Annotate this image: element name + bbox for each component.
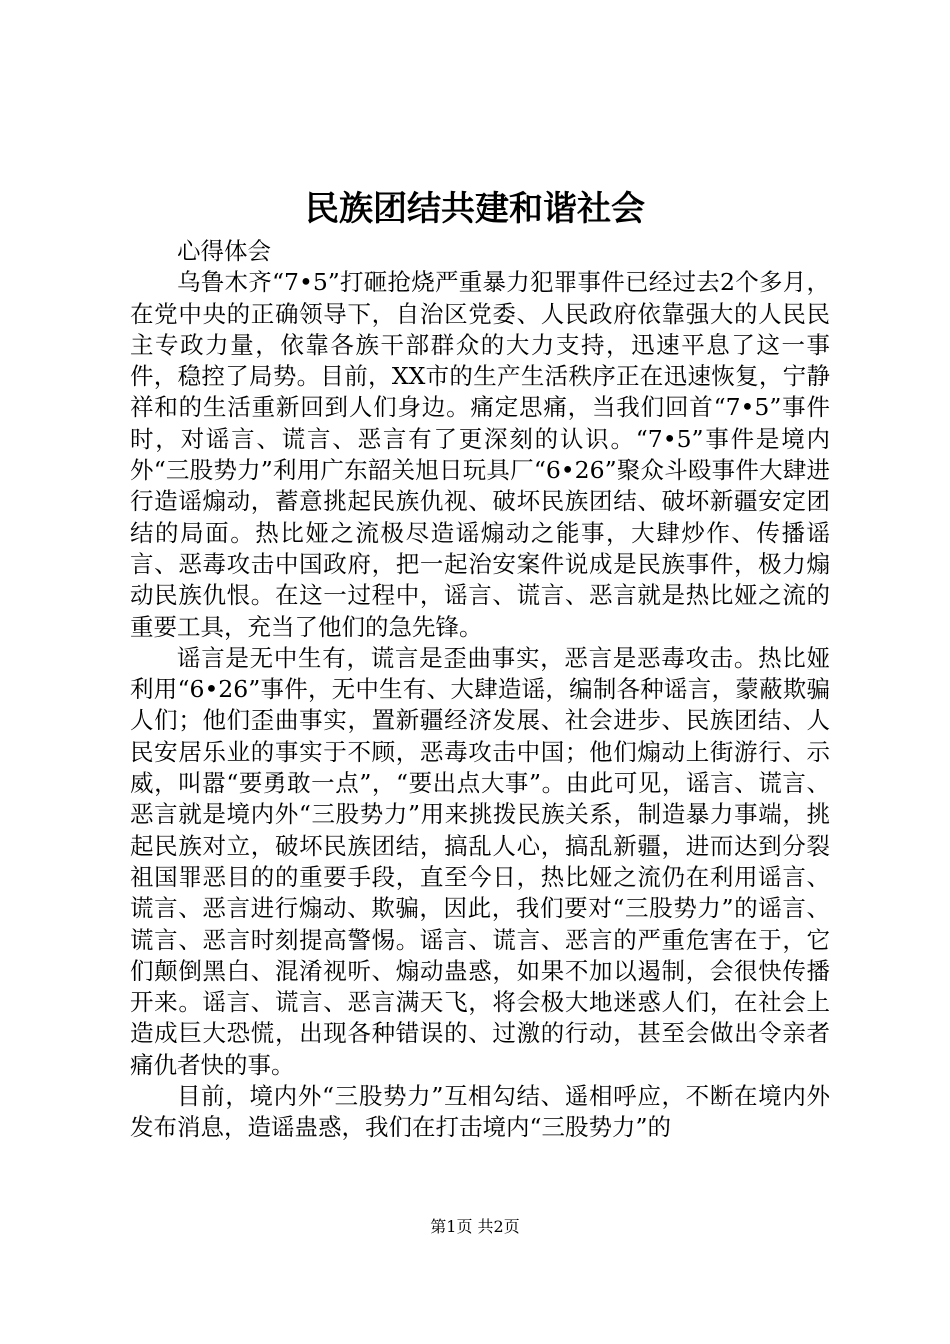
paragraph: 谣言是无中生有，谎言是歪曲事实，恶言是恶毒攻击。热比娅利用“6•26”事件，无中生有、大肆造谣，编制各种谣言，蒙蔽欺骗人们；他们歪曲事实，置新疆经济发展、社会进步、民族团结、人民安居乐业的事实于不顾，恶毒攻击中国；他们煽动上街游行、示威，叫嚣“要勇敢一点”，“要出点大事”。由此可见，谣言、谎言、恶言就是境内外“三股势力”用来挑拨民族关系，制造暴力事端，挑起民族对立，破坏民族团结，搞乱人心，搞乱新疆，进而达到分裂祖国罪恶目的的重要手段，直至今日，热比娅之流仍在利用谣言、谎言、恶言进行煽动、欺骗，因此，我们要对“三股势力”的谣言、谎言、恶言时刻提高警惕。谣言、谎言、恶言的严重危害在于，它们颠倒黑白、混淆视听、煽动蛊惑，如果不加以遏制，会很快传播开来。谣言、谎言、恶言满天飞，将会极大地迷惑人们，在社会上造成巨大恐慌，出现各种错误的、过激的行动，甚至会做出令亲者痛仇者快的事。 xyxy=(130,643,830,1079)
document-title: 民族团结共建和谐社会 xyxy=(305,189,645,229)
paragraph: 目前，境内外“三股势力”互相勾结、遥相呼应，不断在境内外发布消息，造谣蛊惑，我们在打击境内“三股势力”的 xyxy=(130,1082,830,1142)
page-footer: 第1页 共2页 xyxy=(430,1217,520,1236)
subtitle: 心得体会 xyxy=(177,237,271,265)
document-body xyxy=(130,236,830,1144)
paragraph: 乌鲁木齐“7•5”打砸抢烧严重暴力犯罪事件已经过去2个多月，在党中央的正确领导下，自治区党委、人民政府依靠强大的人民民主专政力量，依靠各族干部群众的大力支持，迅速平息了这一事件，稳控了局势。目前，XX市的生产生活秩序正在迅速恢复，宁静祥和的生活重新回到人们身边。痛定思痛，当我们回首“7•5”事件时，对谣言、谎言、恶言有了更深刻的认识。“7•5”事件是境内外“三股势力”利用广东韶关旭日玩具厂“6•26”聚众斗殴事件大肆进行造谣煽动，蓄意挑起民族仇视、破坏民族团结、破坏新疆安定团结的局面。热比娅之流极尽造谣煽动之能事，大肆炒作、传播谣言、恶毒攻击中国政府，把一起治安案件说成是民族事件，极力煽动民族仇恨。在这一过程中，谣言、谎言、恶言就是热比娅之流的重要工具，充当了他们的急先锋。 xyxy=(130,268,830,641)
